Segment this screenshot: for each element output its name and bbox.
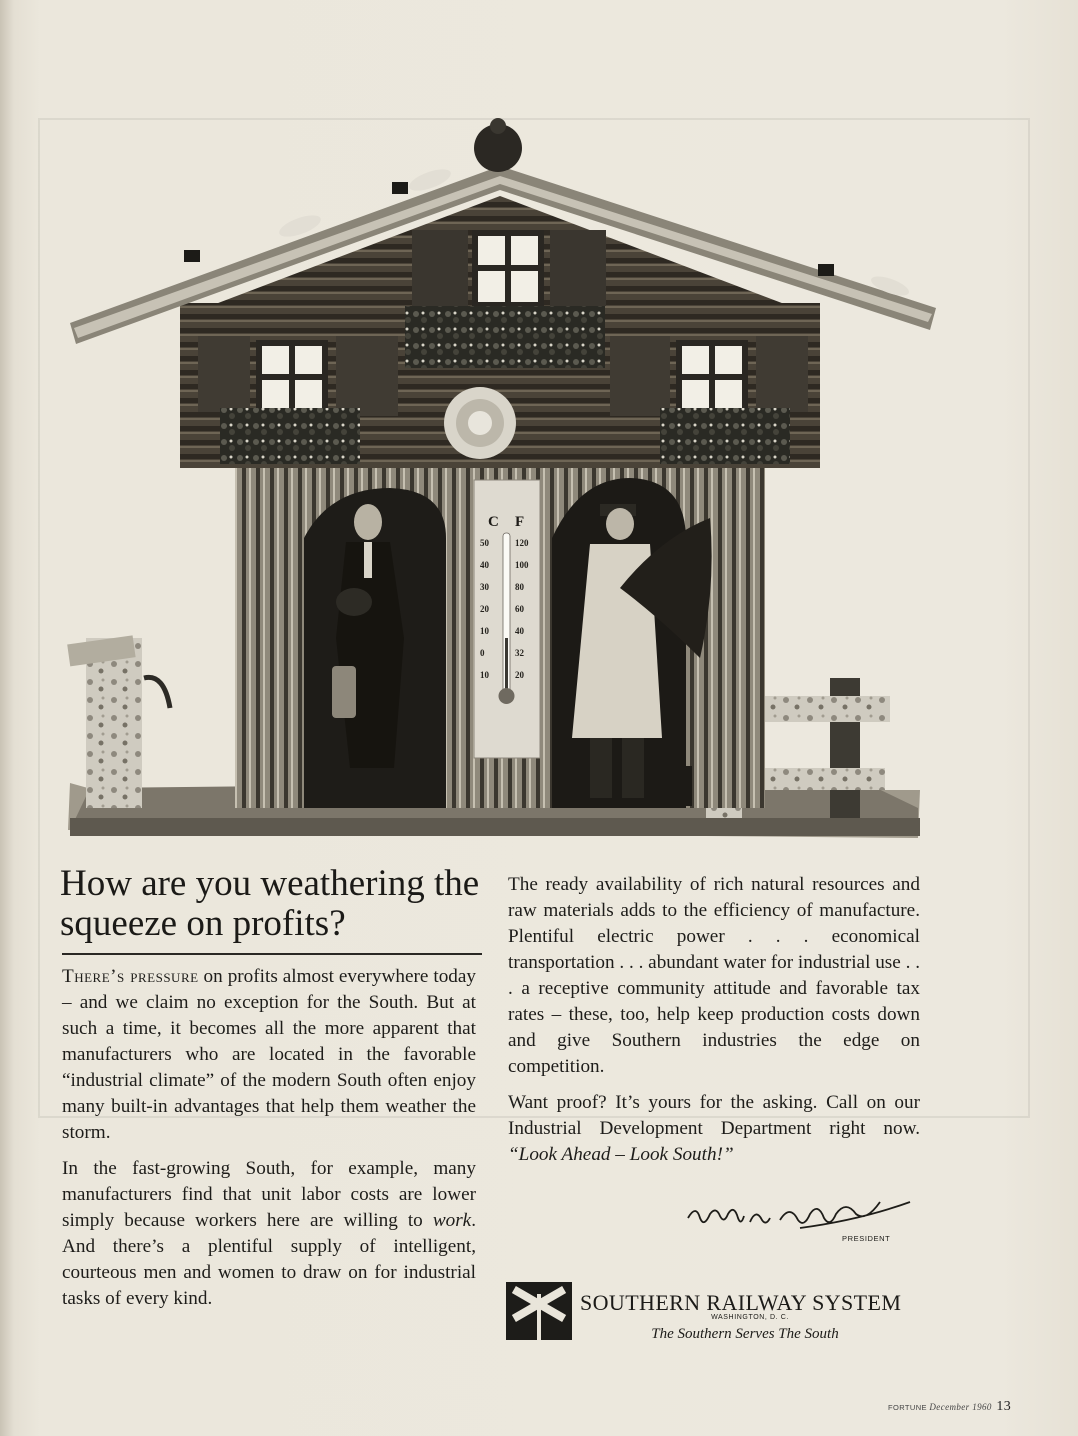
railway-crossing-logo [506, 1282, 572, 1340]
page-number: 13 [996, 1399, 1012, 1414]
weather-house-photo [60, 118, 940, 848]
signature [680, 1198, 920, 1234]
company-location: WASHINGTON, D. C. [711, 1314, 789, 1321]
left-paragraph-2-start: In the fast-growing South, for example, many manufacturers find that unit labor costs are lower simply because workers here are willing to [62, 1158, 476, 1231]
headline: How are you weathering the squeeze on profits? [60, 863, 480, 944]
footer-magazine: FORTUNE [888, 1403, 927, 1412]
thermo-f-tick: 120 [515, 538, 529, 548]
thermo-f-tick: 20 [515, 670, 524, 680]
thermo-c-tick: 50 [480, 538, 489, 548]
left-paragraph-1-text: on profits almost everywhere today – and we claim no exception for the South. But at such a time, it becomes all the more apparent that manufacturers who are located in the favorable “industrial climate” of the modern South often enjoy many built-in advantages that help them weather the storm. [62, 966, 476, 1143]
crossbuck-icon [506, 1282, 572, 1340]
right-paragraph-1: The ready availability of rich natural resources and raw materials adds to the efficiency of manufacture. Plentiful electric power . . . economical transportation . . . abundant water for industrial use . . . a receptive community attitude and favorable tax rates – these, too, help keep production costs down and give Southern industries the edge on competition. [508, 874, 920, 1077]
thermo-c-tick: 40 [480, 560, 489, 570]
left-paragraph-2-end: . And there’s a plentiful supply of intelligent, courteous men and women to draw on for industrial tasks of every kind. [62, 1210, 476, 1309]
right-paragraph-2-start: Want proof? It’s yours for the asking. Call on our Industrial Development Department right now. [508, 1092, 920, 1139]
thermo-f-tick: 80 [515, 582, 524, 592]
slogan-quote: “Look Ahead – Look South!” [508, 1144, 734, 1165]
company-slogan: The Southern Serves The South [651, 1326, 839, 1342]
handwritten-signature [680, 1198, 920, 1234]
left-paragraph-2 [62, 1156, 476, 1312]
thermo-f-tick: 32 [515, 648, 524, 658]
right-paragraph-2 [508, 1090, 920, 1168]
thermo-c-tick: 0 [480, 648, 485, 658]
thermometer [474, 480, 540, 758]
footer-month: December 1960 [929, 1402, 992, 1412]
page-footer [888, 1399, 1011, 1415]
thermo-c-label: C [488, 514, 499, 530]
right-column [508, 872, 920, 1178]
weather-house-illustration [60, 118, 940, 848]
thermo-f-tick: 100 [515, 560, 529, 570]
company-name: SOUTHERN RAILWAY SYSTEM [580, 1290, 902, 1315]
left-column [62, 964, 476, 1322]
thermo-c-tick: 30 [480, 582, 489, 592]
edelweiss-ornament [444, 387, 516, 459]
thermo-f-tick: 60 [515, 604, 524, 614]
thermo-c-tick: 10 [480, 626, 489, 636]
left-paragraph-1 [62, 964, 476, 1146]
left-paragraph-2-emphasis: work [432, 1210, 472, 1231]
thermo-c-tick: 20 [480, 604, 489, 614]
thermo-f-tick: 40 [515, 626, 524, 636]
thermo-c-tick: 10 [480, 670, 489, 680]
signature-title: PRESIDENT [842, 1234, 891, 1243]
lead-in: There’s pressure [62, 966, 199, 987]
thermo-f-label: F [515, 514, 525, 530]
headline-rule [62, 953, 482, 955]
